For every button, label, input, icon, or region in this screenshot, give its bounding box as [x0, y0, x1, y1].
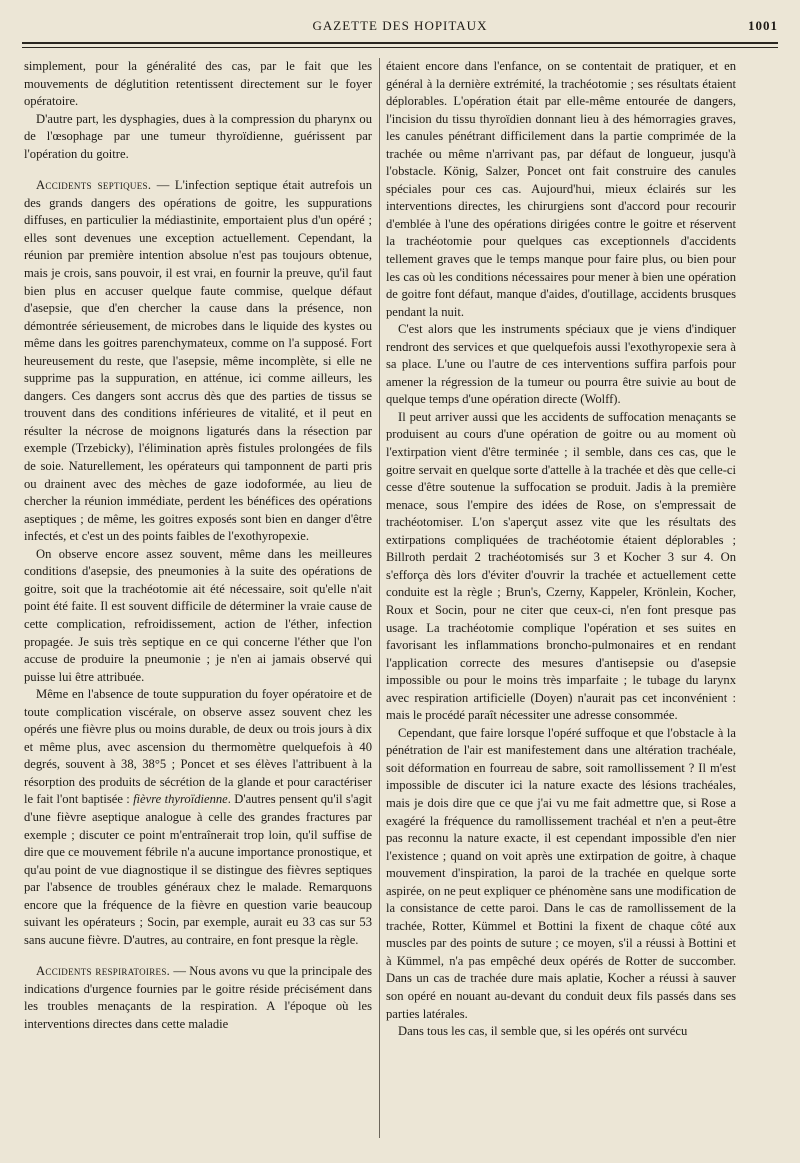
- paragraph: Même en l'absence de toute suppuration du foyer opératoire et de toute complication viscérale, on observe assez souvent chez les opérés une fièvre plus ou moins durable, de deux ou trois jours à dix et même plus, avec ascension du thermomètre quelquefois à 40 degrés, souvent à 38, 38°5 ; Poncet et ses élèves l'attribuent à la résorption des produits de sécrétion de la glande et pour caractériser le fait l'ont baptisée : fièvre thyroïdienne. D'autres pensent qu'il s'agit d'une fièvre aseptique analogue à celle des grandes fractures par exemple ; discuter ce point m'entraînerait trop loin, qu'il suffise de dire que ce mouvement fébrile n'a aucune importance pronostique, et qu'au point de vue diagnostique il se distingue des fièvres septiques par l'absence de troubles généraux chez le malade. Remarquons encore que la fréquence de la fièvre en question varie beaucoup suivant les opérateurs ; Socin, par exemple, aurait eu 33 cas sur 53 sans aucune fièvre. D'autres, au contraire, en font presque la règle.: [24, 687, 372, 947]
- paragraph: simplement, pour la généralité des cas, par le fait que les mouvements de déglutition retentissent directement sur le foyer opératoire.: [24, 59, 372, 109]
- paragraph: Dans tous les cas, il semble que, si les opérés ont survécu: [398, 1024, 688, 1039]
- journal-title: GAZETTE DES HOPITAUX: [312, 18, 488, 33]
- section-heading: Accidents respiratoires.: [36, 964, 171, 979]
- paragraph: Il peut arriver aussi que les accidents de suffocation menaçants se produisent au cours d'une opération de goitre ou au moment où l'extirpation vient d'être terminée ; il semble, dans ces cas, que le goitre servait en quelque sorte d'attelle à la trachée et dès que celle-ci cesse d'être soutenue la suffocation se produit. Jadis à la première menace, sous l'empire des idées de Rose, on s'empressait de trachéotomiser. L'on s'aperçut assez vite que les résultats des extirpations compliquées de trachéotomie étaient déplorables ; Billroth perdait 2 trachéotomisés sur 3 et Kocher 3 sur 4. On s'efforça dès lors d'éviter d'ouvrir la trachée et actuellement cette conduite est la règle ; Brun's, Czerny, Kappeler, Krönlein, Kocher, Roux et Socin, pour ne citer que ceux-ci, n'en font presque pas usage. La trachéotomie complique l'opération et ses suites en favorisant les inflammations broncho-pulmonaires et en rendant l'application correcte des mesures d'antisepsie ou d'asepsie impossible ou pour le moins très imparfaite ; le tubage du larynx avec respiration artificielle (Doyen) n'aurait pas cet inconvénient : mais le procédé paraît nécessiter une adresse consommée.: [386, 409, 736, 723]
- page-number: 1001: [748, 18, 778, 33]
- section-paragraph: Accidents septiques. — L'infection septique était autrefois un des grands dangers des opérations de goitre, les suppurations diffuses, en particulier la médiastinite, emportaient plus d'un opéré ; elles sont devenues une exception actuellement. Cependant, la réunion par première intention absolue n'est pas toujours obtenue, mais je crois, sans pouvoir, il est vrai, en fournir la preuve, qu'il faut bien plus en accuser quelque faute commise, quelque défaut d'asepsie, que d'en chercher la cause dans la présence, non démontrée sérieusement, de microbes dans le liquide des kystes ou même dans les goitres parenchymateux, comme on l'a supposé. Fort heureusement du reste, que l'asepsie, même incomplète, si elle ne supprime pas la suppuration, en atténue, ici comme ailleurs, les dangers. Ces dangers sont accrus dès que des parties de tissus se trouvent dans des conditions inférieures de vitalité, et il peut en résulter la nécrose de moignons ligaturés dans la résection par exemple (Trzebicky), l'élimination après fistules prolongées de fils de soie. Naturellement, les opérateurs qui tamponnent de parti pris ou drainent avec des mèches de gaze iodoformée, au lieu de chercher la réunion immédiate, perdent les bénéfices des opérations aseptiques ; de même, les goitres exposés sont bien en danger d'être infectés, et c'est un des points faibles de l'exothyropexie.: [24, 178, 372, 544]
- paragraph: étaient encore dans l'enfance, on se contentait de pratiquer, et en général à la dernière extrémité, la trachéotomie ; ses résultats étaient déplorables. L'opération était par elle-même entourée de dangers, l'incision du tissu thyroïdien donnant lieu à des hémorragies graves, les canules pénétrant difficilement dans la partie comprimée de la trachée ou même n'arrivant pas, par défaut de longueur, jusqu'à l'obstacle. König, Salzer, Poncet ont fait construire des canules spéciales pour ces cas. Aujourd'hui, mieux éclairés sur les interventions directes, les chirurgiens sont d'accord pour recourir d'emblée à l'une des opérations dirigées contre le goitre et réservent la trachéotomie pour quelques cas exceptionnels d'accidents tellement graves que le temps manque pour faire plus, ou bien pour les cas où les conditions nécessaires pour mener à bien une opération de goitre font défaut, manque d'aides, d'outillage, accidents brusques pendant la nuit.: [386, 59, 736, 319]
- paragraph: D'autre part, les dysphagies, dues à la compression du pharynx ou de l'œsophage par une tumeur thyroïdienne, guérissent par l'opération du goitre.: [24, 111, 372, 161]
- column-divider: [379, 58, 380, 1138]
- right-column: [386, 58, 736, 1148]
- paragraph: On observe encore assez souvent, même dans les meilleures conditions d'asepsie, des pneumonies à la suite des opérations de goitre, soit que la trachéotomie ait été nécessaire, soit qu'elle n'ait point été faite. Il est souvent difficile de déterminer la vraie cause de cette complication, refroidissement, action de l'éther, infection propagée. Je suis très septique en ce qui concerne l'éther que l'on accuse de produire la pneumonie ; je n'en ai jamais observé qui puisse lui être attribuée.: [24, 546, 372, 684]
- paragraph: C'est alors que les instruments spéciaux que je viens d'indiquer rendront des services et que quelquefois aussi l'exothyropexie sera à sa place. L'une ou l'autre de ces interventions suffira parfois pour amener la régression de la tumeur ou pourra être suivie au bout de quelque temps d'une opération directe (Wolff).: [386, 322, 736, 407]
- section-paragraph: Accidents respiratoires. — Nous avons vu que la principale des indications d'urgence fournies par le goitre réside précisément dans les troubles menaçants de la respiration. A l'époque où les interventions directes dans cette maladie: [24, 964, 372, 1031]
- header-rule-thin: [22, 47, 778, 48]
- left-column: [24, 58, 372, 1148]
- running-header: [22, 18, 778, 40]
- paragraph: Cependant, que faire lorsque l'opéré suffoque et que l'obstacle à la pénétration de l'air est manifestement dans une altération trachéale, soit déformation en fourreau de sabre, soit ramollissement ? Il m'est impossible de discuter ici la nature exacte des lésions trachéales, mais je dois dire que ce que j'ai vu me fait admettre que, si Rose a exagéré la fréquence du ramollissement trachéal et n'en a peut-être pas reconnu la nature exacte, il est cependant impossible d'en nier l'existence ; quand on voit après une extirpation de goitre, à chaque mouvement d'inspiration, la paroi de la trachée en quelque sorte aspirée, on ne peut expliquer ce phénomène sans une modification de la consistance de cette paroi. Dans le cas de ramollissement de la trachée, Rotter, Kümmel et Bottini la fixent de chaque côté aux muscles par des points de suture ; ce moyen, s'il a réussi à Bottini et à Kümmel, n'a pas empêché deux opérés de Rotter de succomber. Dans un cas de trachée dure mais aplatie, Kocher a réussi à sauver son opéré en nouant au-devant du conduit deux fils passés dans ses parties latérales.: [386, 725, 736, 1021]
- section-heading: Accidents septiques.: [36, 178, 152, 193]
- header-rule-thick: [22, 42, 778, 44]
- italic-term: fièvre thyroïdienne: [133, 792, 228, 807]
